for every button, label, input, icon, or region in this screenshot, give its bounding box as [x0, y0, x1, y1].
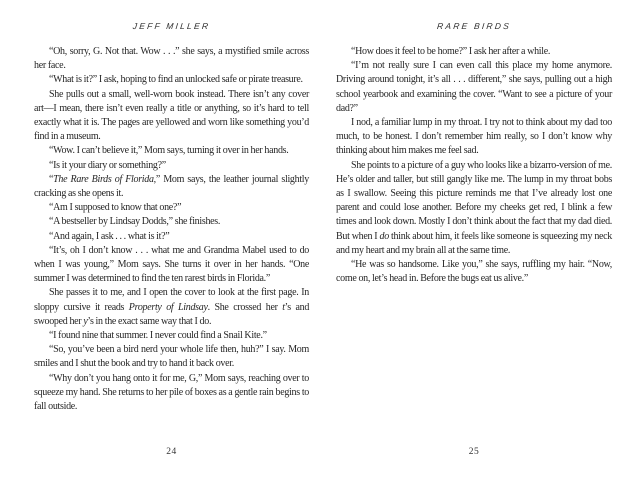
paragraph [34, 343, 309, 371]
paragraph [34, 73, 309, 87]
paragraph [336, 116, 612, 159]
text-run: She passes it to me, and I open the cover to look at the first page. In sloppy cursive it reads [34, 287, 309, 313]
text-run: “Wow. I can’t believe it,” Mom says, turning it over in her hands. [49, 145, 289, 157]
italic-text-run: do [379, 230, 389, 242]
text-run: “I’m not really sure I can even call this place my home anymore. Driving around tonight, it’s all . . . different,” she says, pulling out a high school yearbook and examining the cover. “Want to see a picture of your dad?” [336, 60, 612, 114]
running-head-author: JEFF MILLER [132, 21, 211, 31]
text-run: “What is it?” I ask, hoping to find an unlocked safe or pirate treasure. [49, 74, 303, 86]
paragraph [34, 144, 309, 158]
paragraph [34, 329, 309, 343]
paragraph [34, 286, 309, 329]
paragraph [34, 215, 309, 229]
text-run: . She crossed her [207, 301, 283, 313]
paragraph [336, 258, 612, 286]
text-run: ” Mom says, the leather journal slightly cracking as she opens it. [34, 173, 309, 200]
text-run: “Why don’t you hang onto it for me, G,” Mom says, reaching over to squeeze my hand. She returns to her pile of boxes as a gentle rain begins to fall outside. [34, 372, 309, 413]
paragraph [34, 230, 309, 244]
page-left-body [34, 45, 309, 414]
running-head-title: RARE BIRDS [436, 21, 512, 31]
text-run: “How does it feel to be home?” I ask her after a while. [351, 46, 551, 57]
text-run: ’s in the exact same way that I do. [87, 315, 212, 327]
text-run: “And again, I ask . . . what is it?” [49, 230, 170, 242]
text-run: “So, you’ve been a bird nerd your whole life then, huh?” I say. Mom smiles and I shut the book and try to hand it back over. [34, 344, 309, 370]
text-run: “It’s, oh I don’t know . . . what me and Grandma Mabel used to do when I was young,” Mom says. She turns it over in her hands. “One summer I was determined to find the ten rarest birds in Florida.” [34, 244, 309, 285]
paragraph [34, 173, 309, 201]
text-run: She pulls out a small, well-worn book instead. There isn’t any cover art—I mean, there isn’t even really a title or anything, so it’s hard to tell exactly what it is. The pages are yellowed and worn like something you’d find in a museum. [34, 88, 309, 143]
text-run: think about him, it feels like someone is squeezing my neck and my heart and my brain all at the same time. [336, 230, 612, 256]
text-run: “Is it your diary or something?” [49, 159, 166, 171]
paragraph [34, 372, 309, 415]
italic-text-run: t [282, 301, 285, 313]
text-run: “Oh, sorry, G. Not that. Wow . . .” she says, a mystified smile across her face. [34, 46, 309, 72]
italic-text-run: Property of Lindsay [128, 301, 208, 313]
page-number-left: 24 [166, 447, 177, 457]
page-number-right: 25 [468, 447, 480, 457]
text-run: “ [49, 173, 54, 185]
italic-text-run: The Rare Birds of Florida, [53, 173, 156, 185]
paragraph [34, 159, 309, 173]
paragraph [34, 88, 309, 145]
text-run: “Am I supposed to know that one?” [49, 202, 182, 214]
text-run: “I found nine that summer. I never could find a Snail Kite.” [49, 330, 267, 342]
italic-text-run: y [83, 315, 88, 327]
text-run: “He was so handsome. Like you,” she says, ruffling my hair. “Now, come on, let’s head in. Before the bugs eat us alive.” [336, 259, 612, 285]
page-right [336, 21, 612, 471]
page-left [34, 21, 309, 471]
text-run: “A bestseller by Lindsay Dodds,” she finishes. [49, 216, 221, 228]
paragraph [336, 159, 612, 258]
text-run: She points to a picture of a guy who looks like a bizarro-version of me. He’s older and taller, but still gangly like me. The lump in my throat bobs as I swallow. Seeing this picture reminds me that I’ve already lost one parent and could lose another. Before my cheeks get red, I blink a few times and look down. Mostly I don’t think about the fact that my dad died. But when I [336, 159, 612, 242]
page-right-body [336, 45, 612, 286]
text-run: I nod, a familiar lump in my throat. I try not to think about my dad too much, to be honest. I don’t remember him really, so I don’t know why thinking about him makes me feel sad. [336, 117, 612, 157]
paragraph [34, 201, 309, 215]
paragraph [336, 59, 612, 116]
paragraph [34, 45, 309, 73]
text-run: ’s and swooped her [34, 301, 310, 327]
paragraph [336, 45, 612, 59]
paragraph [34, 244, 309, 287]
